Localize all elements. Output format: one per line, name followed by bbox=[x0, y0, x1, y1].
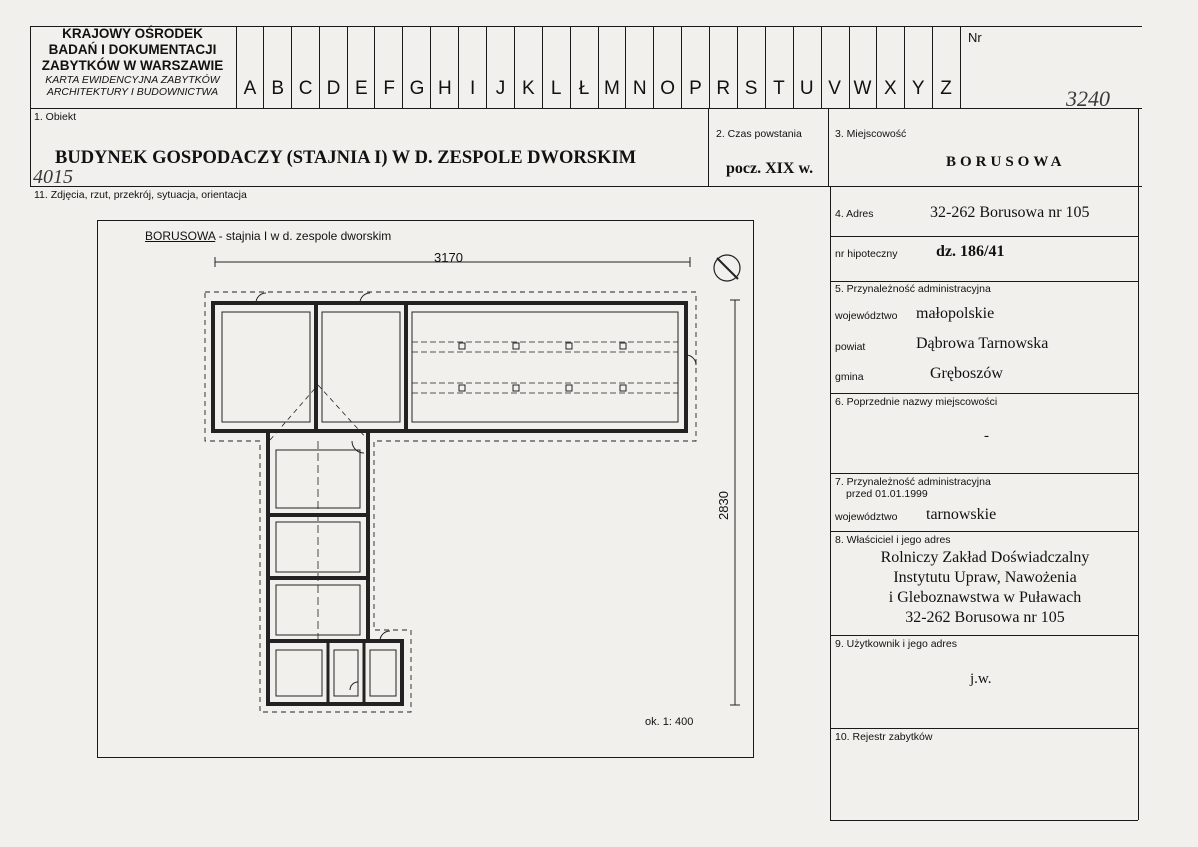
owner-line: i Gleboznawstwa w Puławach bbox=[888, 589, 1082, 606]
owner-line: Instytutu Upraw, Nawożenia bbox=[893, 569, 1077, 586]
letter-cell: P bbox=[689, 78, 702, 99]
przed1999-label-1: 7. Przynależność administracyjna bbox=[835, 476, 991, 488]
letter-cell: T bbox=[773, 78, 785, 99]
letter-cell: H bbox=[437, 78, 452, 99]
poprzednie-value: - bbox=[984, 428, 989, 444]
hipoteczny-value: dz. 186/41 bbox=[936, 243, 1005, 260]
letter-cell: V bbox=[828, 78, 841, 99]
letter-cell: M bbox=[603, 78, 620, 99]
letter-cell: B bbox=[271, 78, 285, 99]
uzytkownik-label: 9. Użytkownik i jego adres bbox=[835, 638, 957, 650]
woj-value: małopolskie bbox=[916, 305, 995, 322]
plan-scale: ok. 1: 400 bbox=[645, 716, 694, 728]
institution-line-3: ZABYTKÓW W WARSZAWIE bbox=[41, 58, 224, 73]
owner-line: Rolniczy Zakład Doświadczalny bbox=[880, 549, 1090, 566]
obiekt-label: 1. Obiekt bbox=[34, 111, 77, 123]
przed1999-woj-label: województwo bbox=[835, 511, 898, 523]
wlasciciel-value bbox=[832, 548, 1138, 628]
nr-label: Nr bbox=[968, 30, 982, 45]
letter-cell: E bbox=[354, 78, 368, 99]
plan-height-dim: 2830 bbox=[716, 491, 731, 520]
gmina-value: Gręboszów bbox=[930, 365, 1003, 382]
wlasciciel-label: 8. Właściciel i jego adres bbox=[835, 534, 951, 546]
miejscowosc-label: 3. Miejscowość bbox=[835, 128, 907, 140]
letter-cell: I bbox=[470, 78, 476, 99]
letter-cell: Z bbox=[940, 78, 952, 99]
gmina-label: gmina bbox=[835, 371, 864, 383]
letter-cell: N bbox=[632, 78, 647, 99]
czas-label: 2. Czas powstania bbox=[716, 128, 802, 140]
letter-cell: C bbox=[298, 78, 313, 99]
letter-cell: Y bbox=[911, 78, 925, 99]
letter-cell: A bbox=[243, 78, 257, 99]
institution-line-4: KARTA EWIDENCYJNA ZABYTKÓW bbox=[45, 74, 220, 86]
nr-value: 3240 bbox=[1066, 86, 1110, 111]
institution-line-2: BADAŃ I DOKUMENTACJI bbox=[48, 42, 217, 57]
rejestr-label: 10. Rejestr zabytków bbox=[835, 731, 933, 743]
przed1999-label-2: przed 01.01.1999 bbox=[846, 488, 928, 500]
institution-line-5: ARCHITEKTURY I BUDOWNICTWA bbox=[46, 86, 219, 98]
letter-cell: X bbox=[883, 78, 897, 99]
letter-cell: R bbox=[716, 78, 731, 99]
letter-cell: U bbox=[799, 78, 814, 99]
adres-value: 32-262 Borusowa nr 105 bbox=[930, 204, 1090, 221]
obiekt-handnote: 4015 bbox=[33, 166, 73, 188]
przynaleznosc-label: 5. Przynależność administracyjna bbox=[835, 283, 991, 295]
czas-value: pocz. XIX w. bbox=[726, 160, 814, 177]
hipoteczny-label: nr hipoteczny bbox=[835, 248, 898, 260]
adres-label: 4. Adres bbox=[835, 208, 874, 220]
letter-cell: S bbox=[744, 78, 758, 99]
plan-caption-place: BORUSOWA bbox=[145, 229, 216, 243]
miejscowosc-value: BORUSOWA bbox=[946, 154, 1066, 170]
powiat-label: powiat bbox=[835, 341, 866, 353]
letter-cell: F bbox=[383, 78, 395, 99]
letter-cell: W bbox=[853, 78, 872, 99]
letter-cell: Ł bbox=[578, 78, 590, 99]
uzytkownik-value: j.w. bbox=[970, 671, 992, 687]
letter-cell: G bbox=[409, 78, 425, 99]
zdjecia-label: 11. Zdjęcia, rzut, przekrój, sytuacja, orientacja bbox=[34, 189, 247, 201]
institution-line-1: KRAJOWY OŚRODEK bbox=[62, 26, 203, 41]
powiat-value: Dąbrowa Tarnowska bbox=[916, 335, 1049, 352]
letter-cell: D bbox=[326, 78, 341, 99]
poprzednie-label: 6. Poprzednie nazwy miejscowości bbox=[835, 396, 998, 408]
letter-cell: J bbox=[495, 78, 506, 99]
obiekt-value: BUDYNEK GOSPODACZY (STAJNIA I) W D. ZESPOLE DWORSKIM bbox=[55, 148, 637, 168]
woj-label: województwo bbox=[835, 310, 898, 322]
letter-cell: L bbox=[550, 78, 562, 99]
letter-cell: O bbox=[660, 78, 675, 99]
przed1999-woj-value: tarnowskie bbox=[926, 506, 997, 523]
owner-line: 32-262 Borusowa nr 105 bbox=[905, 609, 1065, 626]
letter-cell: K bbox=[522, 78, 535, 99]
plan-width-dim: 3170 bbox=[434, 250, 463, 265]
plan-caption-rest: - stajnia I w d. zespole dworskim bbox=[215, 229, 392, 243]
